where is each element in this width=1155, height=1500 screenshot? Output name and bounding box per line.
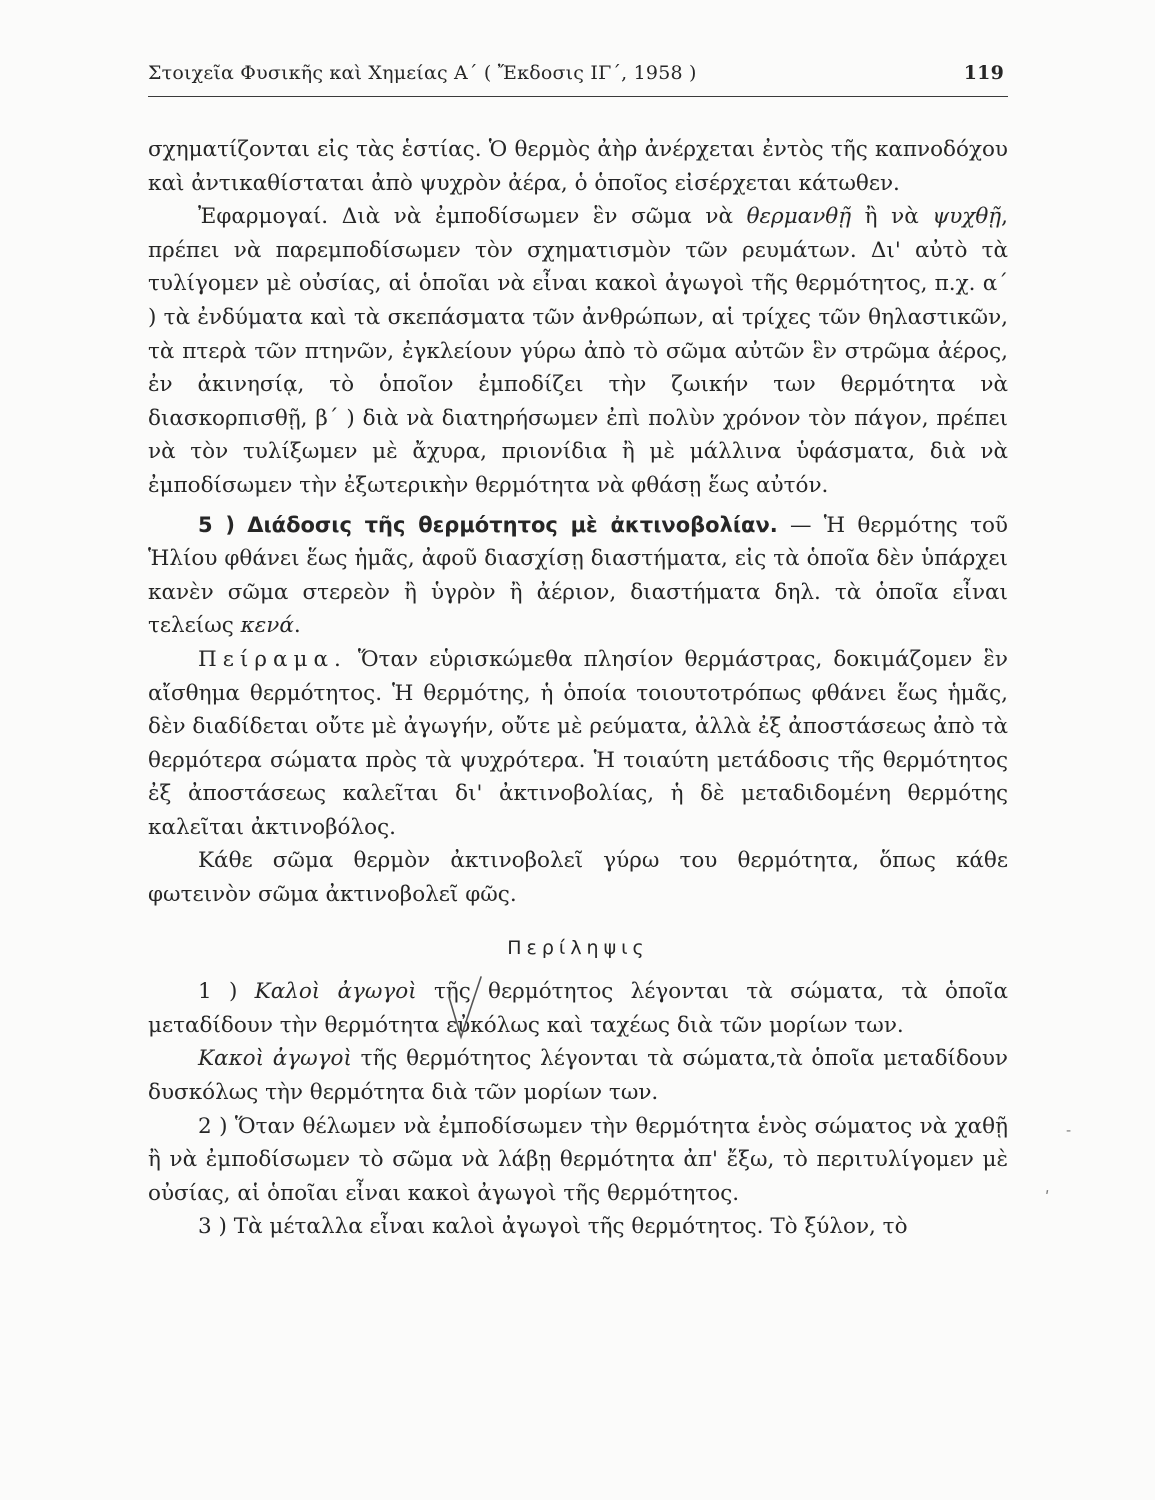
page-number: 119 (963, 62, 1004, 84)
applications-lead: Ἐφαρμογαί. (198, 204, 329, 230)
experiment-paragraph (148, 643, 1008, 845)
running-title: Στοιχεῖα Φυσικῆς καὶ Χημείας Α΄ ( Ἔκδοσις ΙΓ΄, 1958 ) (148, 62, 697, 84)
emphasis-bad-conductors: Κακοὶ ἀγωγοὶ (198, 1046, 352, 1072)
emphasis-heated: θερμανθῇ (746, 204, 852, 230)
experiment-lead: Πείραμα. (198, 646, 347, 672)
summary-number: 1 ) (198, 979, 238, 1005)
summary-heading: Περίληψις (507, 936, 649, 959)
summary-item-1 (148, 975, 1008, 1042)
text-span: , πρέπει νὰ παρεμποδίσωμεν τὸν σχηματισμὸν τῶν ρευμάτων. Δι' αὐτὸ τὰ τυλίγομεν μὲ οὐσίας, αἱ ὁποῖαι νὰ εἶναι κακοὶ ἀγωγοὶ τῆς θερμότητος, π.χ. α΄ ) τὰ ἐνδύματα καὶ τὰ σκεπάσματα τῶν ἀνθρώπων, αἱ τρίχες τῶν θηλαστικῶν, τὰ πτερὰ τῶν πτηνῶν, ἐγκλείουν γύρω ἀπὸ τὸ σῶμα αὐτῶν ἓν στρῶμα ἀέρος, ἐν ἀκινησίᾳ, τὸ ὁποῖον ἐμποδίζει τὴν ζωικήν των θερμότητα νὰ διασκορπισθῇ, β΄ ) διὰ νὰ διατηρήσωμεν ἐπὶ πολὺν χρόνον τὸν πάγον, πρέπει νὰ τὸν τυλίξωμεν μὲ ἄχυρα, πριονίδια ἢ μὲ μάλλινα ὑφάσματα, διὰ νὰ ἐμποδίσωμεν τὴν ἐξωτερικὴν θερμότητα νὰ φθάσῃ ἕως αὐτόν. (148, 204, 1008, 498)
summary-item-1b (148, 1042, 1008, 1109)
book-page (148, 52, 1008, 1472)
emphasis-cooled: ψυχθῇ (932, 204, 1002, 230)
section-number: 5 ) (198, 512, 235, 537)
text-span: — Ἡ θερμότης τοῦ Ἡλίου φθάνει ἕως ἡμᾶς, ἀφοῦ διασχίσῃ διαστήματα, εἰς τὰ ὁποῖα δὲν ὑπάρχει κανὲν σῶμα στερεὸν ἢ ὑγρὸν ἢ ἀέριον, διαστήματα δηλ. τὰ ὁποῖα εἶναι τελείως (148, 512, 1008, 639)
pencil-check-mark (445, 975, 485, 1045)
section-5-paragraph (148, 509, 1008, 643)
emphasis-good-conductors: Καλοὶ ἀγωγοὶ (254, 979, 417, 1005)
margin-speck: ˗ (1066, 1120, 1072, 1139)
body-text (148, 133, 1008, 1244)
text-span: τῆς θερμότητος λέγονται τὰ σώματα, τὰ ὁποῖα μεταδίδουν τὴν θερμότητα εὐκόλως καὶ ταχέως διὰ τῶν μορίων των. (148, 979, 1008, 1038)
emphasis-empty: κενά (240, 613, 294, 639)
margin-speck: ʹ (1045, 1188, 1050, 1207)
summary-item-3: 3 ) Τὰ μέταλλα εἶναι καλοὶ ἀγωγοὶ τῆς θερμότητος. Τὸ ξύλον, τὸ (198, 1214, 908, 1240)
running-header (148, 52, 1008, 97)
text-span: . (293, 613, 301, 639)
summary-item-2: 2 ) Ὅταν θέλωμεν νὰ ἐμποδίσωμεν τὴν θερμότητα ἑνὸς σώματος νὰ χαθῇ ἢ νὰ ἐμποδίσωμεν τὸ σῶμα νὰ λάβῃ θερμότητα ἀπ' ἔξω, τὸ περιτυλίγομεν μὲ οὐσίας, αἱ ὁποῖαι εἶναι κακοὶ ἀγωγοὶ τῆς θερμότητος. (148, 1113, 1008, 1206)
paragraph-radiation: Κάθε σῶμα θερμὸν ἀκτινοβολεῖ γύρω του θερμότητα, ὅπως κάθε φωτεινὸν σῶμα ἀκτινοβολεῖ φῶς. (148, 848, 1008, 908)
text-span: ἢ νὰ (851, 204, 933, 230)
section-title: Διάδοσις τῆς θερμότητος μὲ ἀκτινοβολίαν. (247, 512, 778, 537)
text-span: τῆς θερμότητος λέγονται τὰ σώματα,τὰ ὁποῖα μεταδίδουν δυσκόλως τὴν θερμότητα διὰ τῶν μορίων των. (148, 1046, 1008, 1106)
paragraph-applications (148, 200, 1008, 502)
paragraph-1: σχηματίζονται εἰς τὰς ἑστίας. Ὁ θερμὸς ἀὴρ ἀνέρχεται ἐντὸς τῆς καπνοδόχου καὶ ἀντικαθίσταται ἀπὸ ψυχρὸν ἀέρα, ὁ ὁποῖος εἰσέρχεται κάτωθεν. (148, 137, 1008, 196)
text-span: Ὅταν εὑρισκώμεθα πλησίον θερμάστρας, δοκιμάζομεν ἓν αἴσθημα θερμότητος. Ἡ θερμότης, ἡ ὁποία τοιουτοτρόπως φθάνει ἕως ἡμᾶς, δὲν διαδίδεται οὔτε μὲ ἀγωγήν, οὔτε μὲ ρεύματα, ἀλλὰ ἐξ ἀποστάσεως ἀπὸ τὰ θερμότερα σώματα πρὸς τὰ ψυχρότερα. Ἡ τοιαύτη μετάδοσις τῆς θερμότητος ἐξ ἀποστάσεως καλεῖται δι' ἀκτινοβολίας, ἡ δὲ μεταδιδομένη θερμότης καλεῖται ἀκτινοβόλος. (148, 646, 1008, 840)
text-span: Διὰ νὰ ἐμποδίσωμεν ἓν σῶμα νὰ (328, 204, 747, 230)
